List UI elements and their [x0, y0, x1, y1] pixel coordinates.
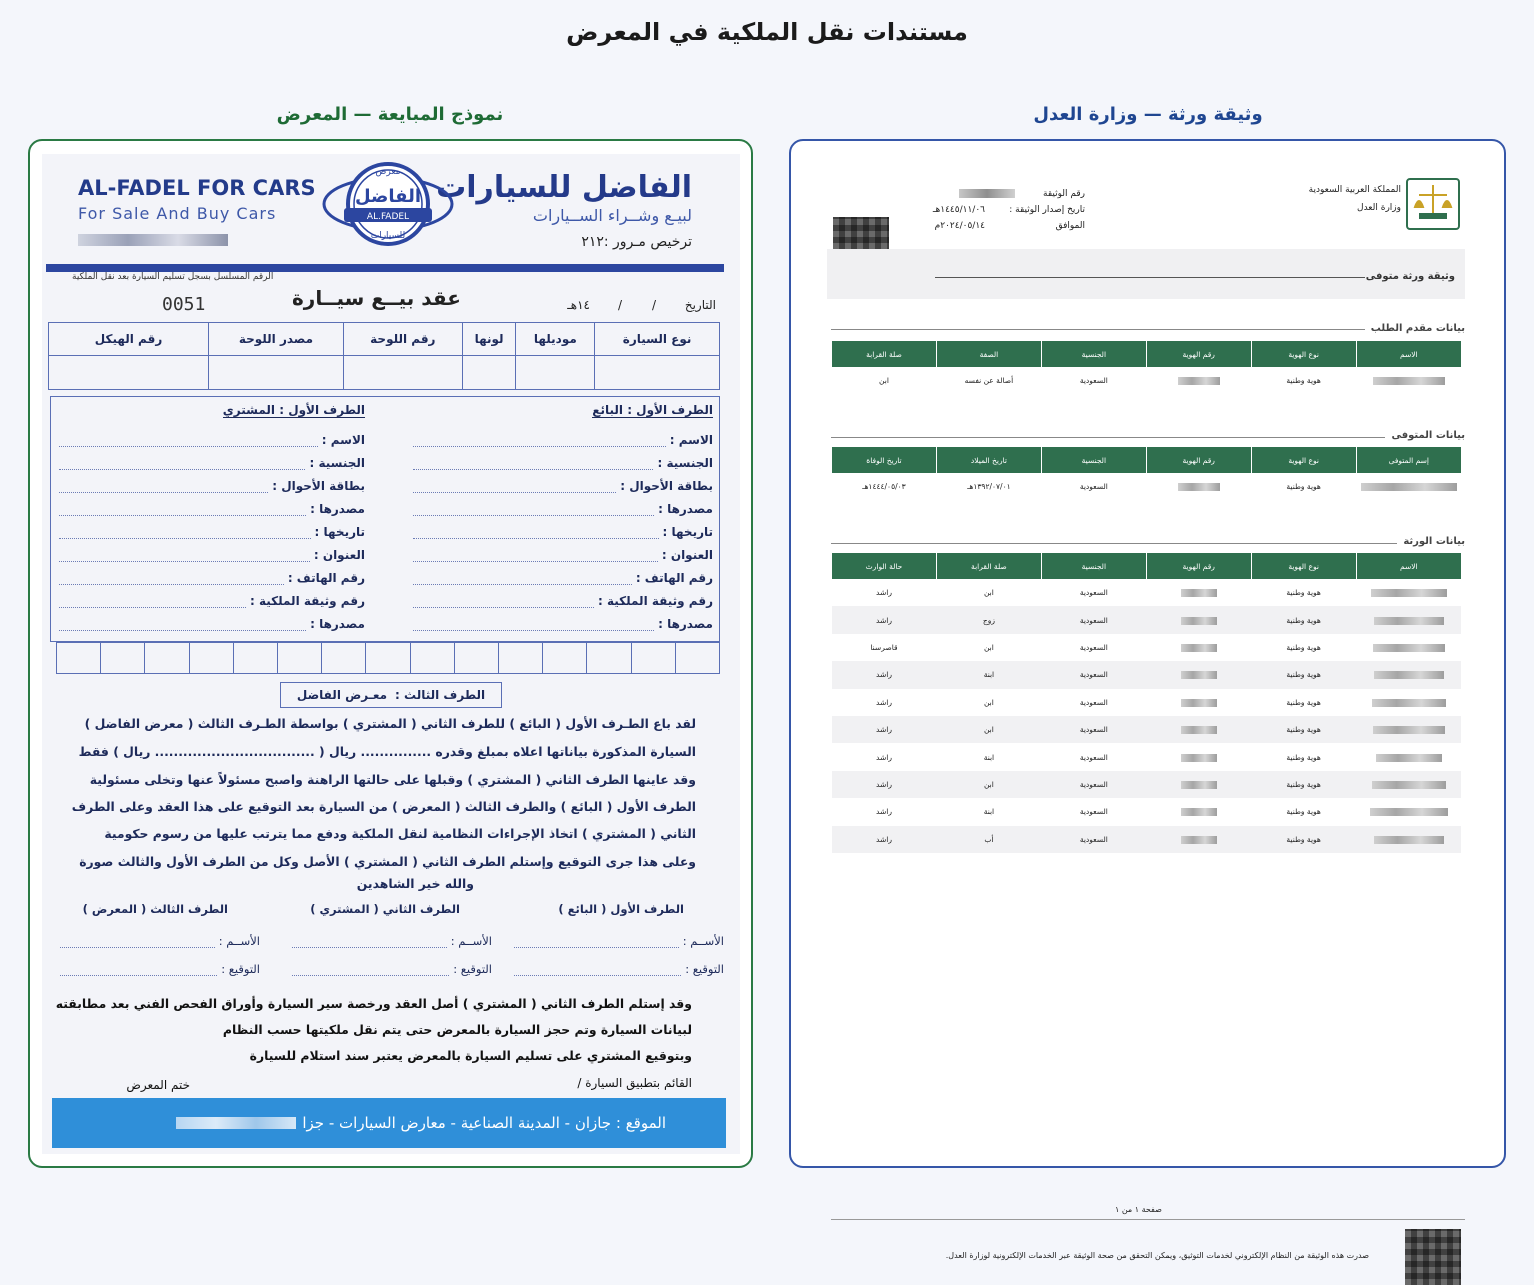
relation: ابنة	[983, 752, 995, 762]
deed-title-rule	[935, 277, 1365, 278]
car-details-table	[48, 322, 720, 390]
id-number-redacted	[1146, 634, 1251, 661]
party-field-label: العنوان :	[313, 548, 365, 562]
table-row	[832, 661, 1462, 688]
grid-cell	[542, 643, 586, 673]
buyer-name-line	[292, 934, 492, 948]
kingdom-name: المملكة العربية السعودية	[1308, 185, 1401, 195]
contract-body-line: وقد عاينها الطرف الثاني ( المشتري ) وقبلها على حالتها الراهنة واصبح مسئولاً عنها وتخلى مسئولية	[89, 772, 696, 787]
traffic-license: ترخيص مـرور :٢١٢	[581, 234, 692, 250]
contract-body-line: الطرف الأول ( البائع ) والطرف الثالث ( المعرض ) من السيارة بعد التوقيع على هذا العقد وعلى الطرف	[71, 799, 696, 814]
car-header: مصدر اللوحة	[209, 323, 344, 356]
inheritance-deed-caption: وثيقة ورثة — وزارة العدل	[1033, 104, 1263, 125]
party-field-line	[59, 546, 365, 562]
heir-status: راشد	[832, 661, 937, 688]
sale-contract-caption: نموذج المبايعة — المعرض	[276, 104, 504, 125]
grid-cell	[321, 643, 365, 673]
id-number-redacted	[1146, 716, 1251, 743]
grid-cell	[410, 643, 454, 673]
grid-cell	[631, 643, 675, 673]
contract-body-line: وعلى هذا جرى التوقيع وإستلم الطرف الثاني ( المشتري ) الأصل وكل من الطرف الأول والثالث صورة	[79, 854, 696, 869]
page-number: صفحة ١ من ١	[1115, 1205, 1162, 1214]
id-number-redacted	[1146, 473, 1251, 500]
svg-text:معرض: معرض	[375, 167, 401, 177]
heir-status: راشد	[876, 588, 892, 598]
showroom-logo-icon	[322, 158, 454, 250]
id-type: هوية وطنية	[1286, 588, 1321, 598]
nationality: السعودية	[1079, 376, 1108, 386]
relation: ابن	[879, 376, 889, 386]
id-type: هوية وطنية	[1251, 606, 1356, 633]
party-field-line	[413, 592, 713, 608]
party-field-label: الجنسية :	[309, 456, 365, 470]
third-party-box	[280, 682, 502, 708]
car-cell	[462, 356, 516, 390]
third-party-label: الطرف الثالث :	[395, 688, 486, 702]
table-row	[832, 367, 1462, 394]
contract-body-line: الثاني ( المشتري ) اتخاذ الإجراءات النظامية لنقل الملكية ودفع مما يترتب عليها من رسوم حكومية	[104, 826, 696, 841]
table-row	[832, 798, 1462, 825]
id-number-redacted	[1146, 606, 1251, 633]
party-field-line	[413, 500, 713, 516]
issue-date: ١٤٤٥/١١/٠٦هـ	[932, 205, 985, 215]
seller-sign-line	[514, 962, 724, 976]
id-number-redacted	[1146, 771, 1251, 798]
table-row	[832, 743, 1462, 770]
heirs-section-title: بيانات الورثة	[1397, 536, 1465, 547]
table-header: تاريخ الميلاد	[936, 447, 1041, 473]
id-type: هوية وطنية	[1286, 376, 1321, 386]
id-type: هوية وطنية	[1251, 826, 1356, 853]
car-header: نوع السيارة	[595, 323, 720, 356]
party-field-line	[59, 615, 365, 631]
table-row	[832, 606, 1462, 633]
car-header: رقم الهيكل	[49, 323, 209, 356]
footer-rule	[831, 1219, 1465, 1220]
handler-label: القائم بتطبيق السيارة /	[577, 1076, 692, 1090]
date-slash: /	[617, 298, 622, 312]
nationality: السعودية	[1041, 661, 1146, 688]
party-field-line	[59, 477, 365, 493]
party-field-label: الاسم :	[321, 433, 365, 447]
car-cell	[595, 356, 720, 390]
party-field-label: مصدرها :	[310, 617, 365, 631]
car-cell	[343, 356, 462, 390]
table-row	[832, 634, 1462, 661]
name-redacted	[1356, 716, 1461, 743]
id-number-redacted	[1146, 743, 1251, 770]
grid-cell	[277, 643, 321, 673]
id-type: هوية وطنية	[1286, 482, 1321, 492]
party-field-line	[59, 431, 365, 447]
relation: ابن	[936, 716, 1041, 743]
receipt-line: وبتوقيع المشتري على تسليم السيارة بالمعرض يعتبر سند استلام للسيارة	[249, 1048, 692, 1063]
location-band	[52, 1098, 726, 1148]
buyer-heading: الطرف الأول : المشتري	[222, 403, 365, 417]
car-cell	[209, 356, 344, 390]
sale-contract-paper	[42, 154, 740, 1154]
id-type: هوية وطنية	[1251, 661, 1356, 688]
table-header: تاريخ الوفاة	[832, 447, 937, 473]
party-field-label: تاريخها :	[314, 525, 365, 539]
seller-signature-heading: الطرف الأول ( البائع )	[558, 902, 684, 916]
party-field-line	[413, 546, 713, 562]
seller-heading: الطرف الأول : البائع	[592, 403, 713, 417]
party-field-label: الاسم :	[669, 433, 713, 447]
grid-cell	[454, 643, 498, 673]
table-row	[832, 473, 1462, 500]
brand-name-ar: الفاضل للسيارات	[436, 170, 692, 205]
grid-cell	[498, 643, 542, 673]
svg-text:الفاضل: الفاضل	[354, 186, 422, 207]
party-field-line	[413, 615, 713, 631]
id-number-redacted	[1146, 661, 1251, 688]
table-row	[832, 826, 1462, 853]
relation: ابن	[983, 642, 994, 652]
contract-body-line: السيارة المذكورة بياناتها اعلاه بمبلغ وقدره ............... ريال ( .................................. ريال ) فقط	[78, 744, 696, 759]
party-field-line	[59, 592, 365, 608]
corresponding-label: الموافق	[1055, 221, 1085, 231]
brand-name-en: AL-FADEL FOR CARS	[78, 176, 316, 200]
sig-name-label: الأســم :	[450, 934, 492, 948]
heir-status: راشد	[832, 606, 937, 633]
heir-status: راشد	[876, 807, 892, 817]
nationality: السعودية	[1079, 697, 1108, 707]
serial-number: 0051	[162, 294, 206, 315]
table-row	[832, 716, 1462, 743]
issued-note: صدرت هذه الوثيقة من النظام الإلكتروني لخدمات التوثيق، ويمكن التحقق من صحة الوثيقة عبر الخدمات الإلكترونية لوزارة العدل.	[945, 1251, 1369, 1260]
party-field-label: رقم الهاتف :	[635, 571, 713, 585]
deed-type-title: وثيقة ورثة متوفى	[1365, 271, 1455, 282]
nationality: السعودية	[1079, 752, 1108, 762]
ministry-name: وزارة العدل	[1357, 203, 1401, 213]
relation: ابنة	[936, 661, 1041, 688]
party-field-line	[413, 477, 713, 493]
party-field-line	[413, 569, 713, 585]
name-redacted	[1356, 826, 1461, 853]
table-header: الاسم	[1356, 341, 1461, 367]
party-field-line	[59, 454, 365, 470]
brand-slogan-en: For Sale And Buy Cars	[78, 204, 277, 223]
table-header: الصفة	[936, 341, 1041, 367]
date-hijri-suffix: ١٤هـ	[567, 298, 590, 312]
section-rule	[831, 437, 1465, 438]
redacted-phone	[78, 234, 228, 246]
blank-grid-row	[56, 642, 720, 674]
table-header: نوع الهوية	[1251, 447, 1356, 473]
grid-cell	[233, 643, 277, 673]
party-field-line	[413, 523, 713, 539]
buyer-signature-heading: الطرف الثاني ( المشتري )	[310, 902, 460, 916]
party-field-label: الجنسية :	[657, 456, 713, 470]
name-redacted	[1356, 743, 1461, 770]
nationality: السعودية	[1079, 482, 1108, 492]
table-row	[832, 579, 1462, 606]
nationality: السعودية	[1041, 771, 1146, 798]
id-type: هوية وطنية	[1286, 807, 1321, 817]
name-redacted	[1356, 606, 1461, 633]
name-redacted	[1356, 473, 1461, 500]
table-row	[832, 689, 1462, 716]
seller-name-line	[514, 934, 724, 948]
heirs-rows	[832, 579, 1462, 853]
car-cell	[49, 356, 209, 390]
party-field-line	[59, 569, 365, 585]
grid-cell	[100, 643, 144, 673]
heir-status: راشد	[832, 771, 937, 798]
sig-sign-label: التوقيع :	[221, 962, 260, 976]
nationality: السعودية	[1041, 826, 1146, 853]
contract-body-line: لقد باع الطـرف الأول ( البائع ) للطرف الثاني ( المشتري ) بواسطة الطـرف الثالث ( معرض الفاضل )	[84, 716, 696, 731]
table-header: إسم المتوفى	[1356, 447, 1461, 473]
page-title: مستندات نقل الملكية في المعرض	[566, 18, 968, 46]
table-header: رقم الهوية	[1146, 553, 1251, 579]
brand-slogan-ar: لبيـع وشــراء الســيارات	[532, 206, 692, 225]
parties-box	[50, 396, 720, 642]
location-text: الموقع : جازان - المدينة الصناعية - معارض السيارات - جزا	[302, 1114, 666, 1132]
doc-number-label: رقم الوثيقة	[1043, 189, 1085, 199]
grid-cell	[57, 643, 100, 673]
death-date: ١٤٤٤/٠٥/٠٣هـ	[862, 482, 906, 492]
header-band	[46, 264, 724, 272]
table-header: الجنسية	[1041, 341, 1146, 367]
party-field-label: تاريخها :	[662, 525, 713, 539]
redacted-location	[176, 1117, 296, 1129]
showroom-signature-heading: الطرف الثالث ( المعرض )	[82, 902, 228, 916]
showroom-name-line	[60, 934, 260, 948]
receipt-line: لبيانات السيارة وتم حجز السيارة بالمعرض حتى يتم نقل ملكيتها حسب النظام	[222, 1022, 692, 1037]
stamp-label: ختم المعرض	[126, 1078, 190, 1092]
footer-qr-code-icon	[1405, 1229, 1461, 1285]
id-type: هوية وطنية	[1286, 752, 1321, 762]
id-type: هوية وطنية	[1251, 771, 1356, 798]
doc-number-redacted	[959, 189, 1015, 201]
applicant-table	[831, 341, 1461, 394]
table-header: حالة الوارث	[832, 553, 937, 579]
table-header: نوع الهوية	[1251, 553, 1356, 579]
party-field-label: مصدرها :	[658, 617, 713, 631]
heir-status: راشد	[832, 826, 937, 853]
grid-cell	[586, 643, 630, 673]
name-redacted	[1356, 798, 1461, 825]
heir-status: قاصرسنا	[870, 642, 898, 652]
section-rule	[831, 543, 1465, 544]
table-header: رقم الهوية	[1146, 447, 1251, 473]
name-redacted	[1356, 771, 1461, 798]
name-redacted	[1356, 579, 1461, 606]
name-redacted	[1356, 661, 1461, 688]
relation: ابن	[936, 771, 1041, 798]
nationality: السعودية	[1041, 606, 1146, 633]
name-redacted	[1356, 689, 1461, 716]
car-header: موديلها	[516, 323, 595, 356]
id-type: هوية وطنية	[1286, 642, 1321, 652]
table-row	[832, 771, 1462, 798]
sig-sign-label: التوقيع :	[453, 962, 492, 976]
relation: ابن	[983, 697, 994, 707]
table-header: صلة القرابة	[936, 553, 1041, 579]
deceased-section-title: بيانات المتوفى	[1385, 430, 1465, 441]
grid-cell	[675, 643, 719, 673]
party-field-label: بطاقة الأحوال :	[620, 479, 713, 493]
party-field-label: مصدرها :	[658, 502, 713, 516]
showroom-sign-line	[60, 962, 260, 976]
sig-name-label: الأســم :	[682, 934, 724, 948]
capacity: أصالة عن نفسه	[964, 376, 1014, 386]
nationality: السعودية	[1079, 588, 1108, 598]
nationality: السعودية	[1079, 642, 1108, 652]
party-field-label: رقم وثيقة الملكية :	[249, 594, 365, 608]
party-field-label: رقم وثيقة الملكية :	[597, 594, 713, 608]
name-redacted	[1356, 634, 1461, 661]
table-header: نوع الهوية	[1251, 341, 1356, 367]
grid-cell	[365, 643, 409, 673]
corresponding-date: ٢٠٢٤/٠٥/١٤م	[934, 221, 985, 231]
date-label: التاريخ	[684, 298, 716, 312]
heir-status: راشد	[832, 716, 937, 743]
id-type: هوية وطنية	[1251, 716, 1356, 743]
buyer-sign-line	[292, 962, 492, 976]
table-header: الجنسية	[1041, 553, 1146, 579]
car-header: لونها	[462, 323, 516, 356]
party-field-line	[413, 454, 713, 470]
heir-status: راشد	[876, 697, 892, 707]
svg-text:للسيارات: للسيارات	[370, 231, 406, 241]
id-number-redacted	[1146, 367, 1251, 394]
party-field-line	[413, 431, 713, 447]
party-field-line	[59, 523, 365, 539]
relation: أب	[936, 826, 1041, 853]
party-field-label: رقم الهاتف :	[287, 571, 365, 585]
sig-name-label: الأســم :	[218, 934, 260, 948]
svg-text:AL.FADEL: AL.FADEL	[366, 212, 410, 222]
sale-contract-panel	[28, 139, 753, 1168]
party-field-label: العنوان :	[661, 548, 713, 562]
table-header: رقم الهوية	[1146, 341, 1251, 367]
third-party-value: معـرض الفاضل	[296, 688, 388, 702]
nationality: السعودية	[1079, 807, 1108, 817]
name-redacted	[1356, 367, 1461, 394]
applicant-section-title: بيانات مقدم الطلب	[1365, 323, 1465, 334]
party-field-label: بطاقة الأحوال :	[272, 479, 365, 493]
serial-label: الرقم المسلسل بسجل تسليم السيارة بعد نقل الملكية	[72, 272, 274, 282]
relation: زوج	[936, 606, 1041, 633]
heir-status: راشد	[876, 752, 892, 762]
heirs-table	[831, 553, 1461, 853]
contract-body-line: والله خير الشاهدين	[356, 876, 474, 891]
ministry-emblem-icon	[1405, 173, 1461, 233]
table-header: الجنسية	[1041, 447, 1146, 473]
deceased-table	[831, 447, 1461, 500]
party-field-line	[59, 500, 365, 516]
inheritance-deed-panel	[789, 139, 1506, 1260]
id-number-redacted	[1146, 798, 1251, 825]
sig-sign-label: التوقيع :	[685, 962, 724, 976]
birth-date: ١٣٩٢/٠٧/٠١هـ	[967, 482, 1011, 492]
car-header: رقم اللوحة	[343, 323, 462, 356]
inheritance-deed-paper	[815, 153, 1465, 1260]
id-number-redacted	[1146, 826, 1251, 853]
party-field-label: مصدرها :	[310, 502, 365, 516]
nationality: السعودية	[1041, 716, 1146, 743]
id-type: هوية وطنية	[1286, 697, 1321, 707]
relation: ابن	[983, 588, 994, 598]
contract-title: عقد بيــع سيــارة	[292, 286, 461, 310]
id-number-redacted	[1146, 689, 1251, 716]
grid-cell	[144, 643, 188, 673]
receipt-line: وقد إستلم الطرف الثاني ( المشتري ) أصل العقد ورخصة سير السيارة وأوراق الفحص الفني بعد مطابقته	[55, 996, 692, 1011]
table-header: الاسم	[1356, 553, 1461, 579]
car-cell	[516, 356, 595, 390]
date-slash: /	[651, 298, 656, 312]
table-header: صلة القرابة	[832, 341, 937, 367]
issue-date-label: تاريخ إصدار الوثيقة :	[1009, 205, 1085, 215]
grid-cell	[189, 643, 233, 673]
id-number-redacted	[1146, 579, 1251, 606]
relation: ابنة	[983, 807, 995, 817]
